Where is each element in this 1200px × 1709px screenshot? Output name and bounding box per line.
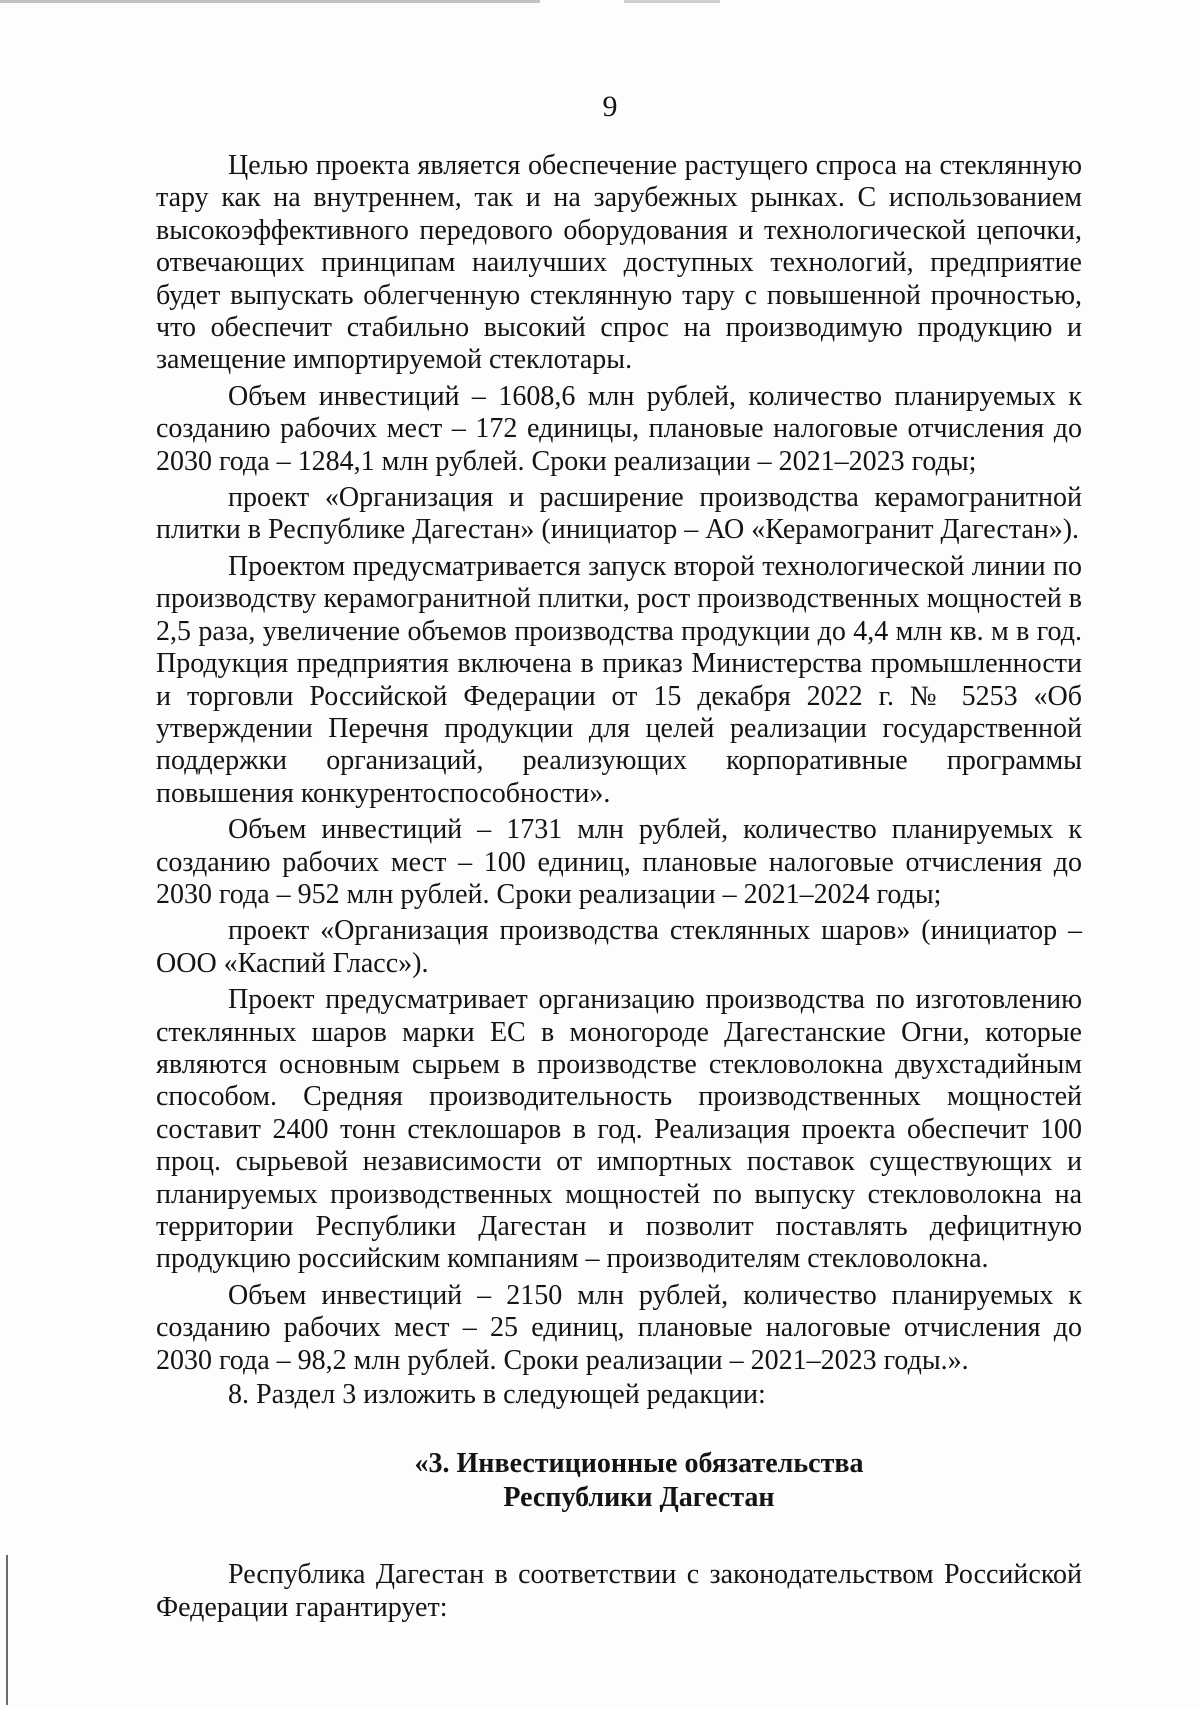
paragraph-ceramic-details: Проектом предусматривается запуск второй технологической линии по производству керамогранитной плитки, рост производственных мощностей в 2,5 раза, увеличение объемов производства продукции до 4,4 млн кв. м в год. Продукция предприятия включена в приказ Министерства промышленности и торговли Российской Федерации от 15 декабря 2022 г. № 5253 «Об утверждении Перечня продукции для целей реализации государственной поддержки организаций, реализующих корпоративные программы повышения конкурентоспособности». xyxy=(156,550,1082,809)
paragraph-investment-ceramic: Объем инвестиций – 1731 млн рублей, количество планируемых к созданию рабочих мест – 100 единиц, плановые налоговые отчисления до 2030 года – 952 млн рублей. Сроки реализации – 2021–2024 годы; xyxy=(156,814,1082,910)
paragraph-project-ceramic: проект «Организация и расширение производства керамогранитной плитки в Республике Дагестан» (инициатор – АО «Керамогранит Дагестан»). xyxy=(156,482,1082,546)
paragraph-glass-balls-details: Проект предусматривает организацию производства по изготовлению стеклянных шаров марки ЕС в моногороде Дагестанские Огни, которые являются основным сырьем в производстве стекловолокна двухстадийным способом. Средняя производительность производственных мощностей составит 2400 тонн стеклошаров в год. Реализация проекта обеспечит 100 проц. сырьевой независимости от импортных поставок существующих и планируемых производственных мощностей по выпуску стекловолокна на территории Республики Дагестан и позволит поставлять дефицитную продукцию российским компаниям – производителям стекловолокна. xyxy=(156,984,1082,1275)
paragraph-investment-glass-tara: Объем инвестиций – 1608,6 млн рублей, количество планируемых к созданию рабочих мест – 172 единицы, плановые налоговые отчисления до 2030 года – 1284,1 млн рублей. Сроки реализации – 2021–2023 годы; xyxy=(156,380,1082,477)
paragraph-section-amendment: 8. Раздел 3 изложить в следующей редакции: xyxy=(228,1379,766,1411)
section-heading xyxy=(156,1447,1082,1515)
document-body xyxy=(156,150,1082,1624)
section-heading-line-1: «3. Инвестиционные обязательства xyxy=(414,1448,864,1480)
page-number: 9 xyxy=(602,90,618,123)
scan-edge-top xyxy=(0,0,1200,3)
paragraph-project-glass-balls: проект «Организация производства стеклянных шаров» (инициатор – ООО «Каспий Гласс»). xyxy=(156,915,1082,979)
paragraph-project-goal: Целью проекта является обеспечение растущего спроса на стеклянную тару как на внутреннем, так и на зарубежных рынках. С использованием высокоэффективного передового оборудования и технологической цепочки, отвечающих принципам наилучших доступных технологий, предприятие будет выпускать облегченную стеклянную тару с повышенной прочностью, что обеспечит стабильно высокий спрос на производимую продукцию и замещение импортируемой стеклотары. xyxy=(156,150,1082,376)
section-heading-line-2: Республики Дагестан xyxy=(503,1482,775,1514)
paragraph-investment-glass-balls: Объем инвестиций – 2150 млн рублей, количество планируемых к созданию рабочих мест – 25 единиц, плановые налоговые отчисления до 2030 года – 98,2 млн рублей. Сроки реализации – 2021–2023 годы.». xyxy=(156,1279,1082,1376)
paragraph-guarantees-intro: Республика Дагестан в соответствии с законодательством Российской Федерации гарантирует: xyxy=(156,1559,1082,1623)
scan-edge-left xyxy=(6,1555,8,1705)
